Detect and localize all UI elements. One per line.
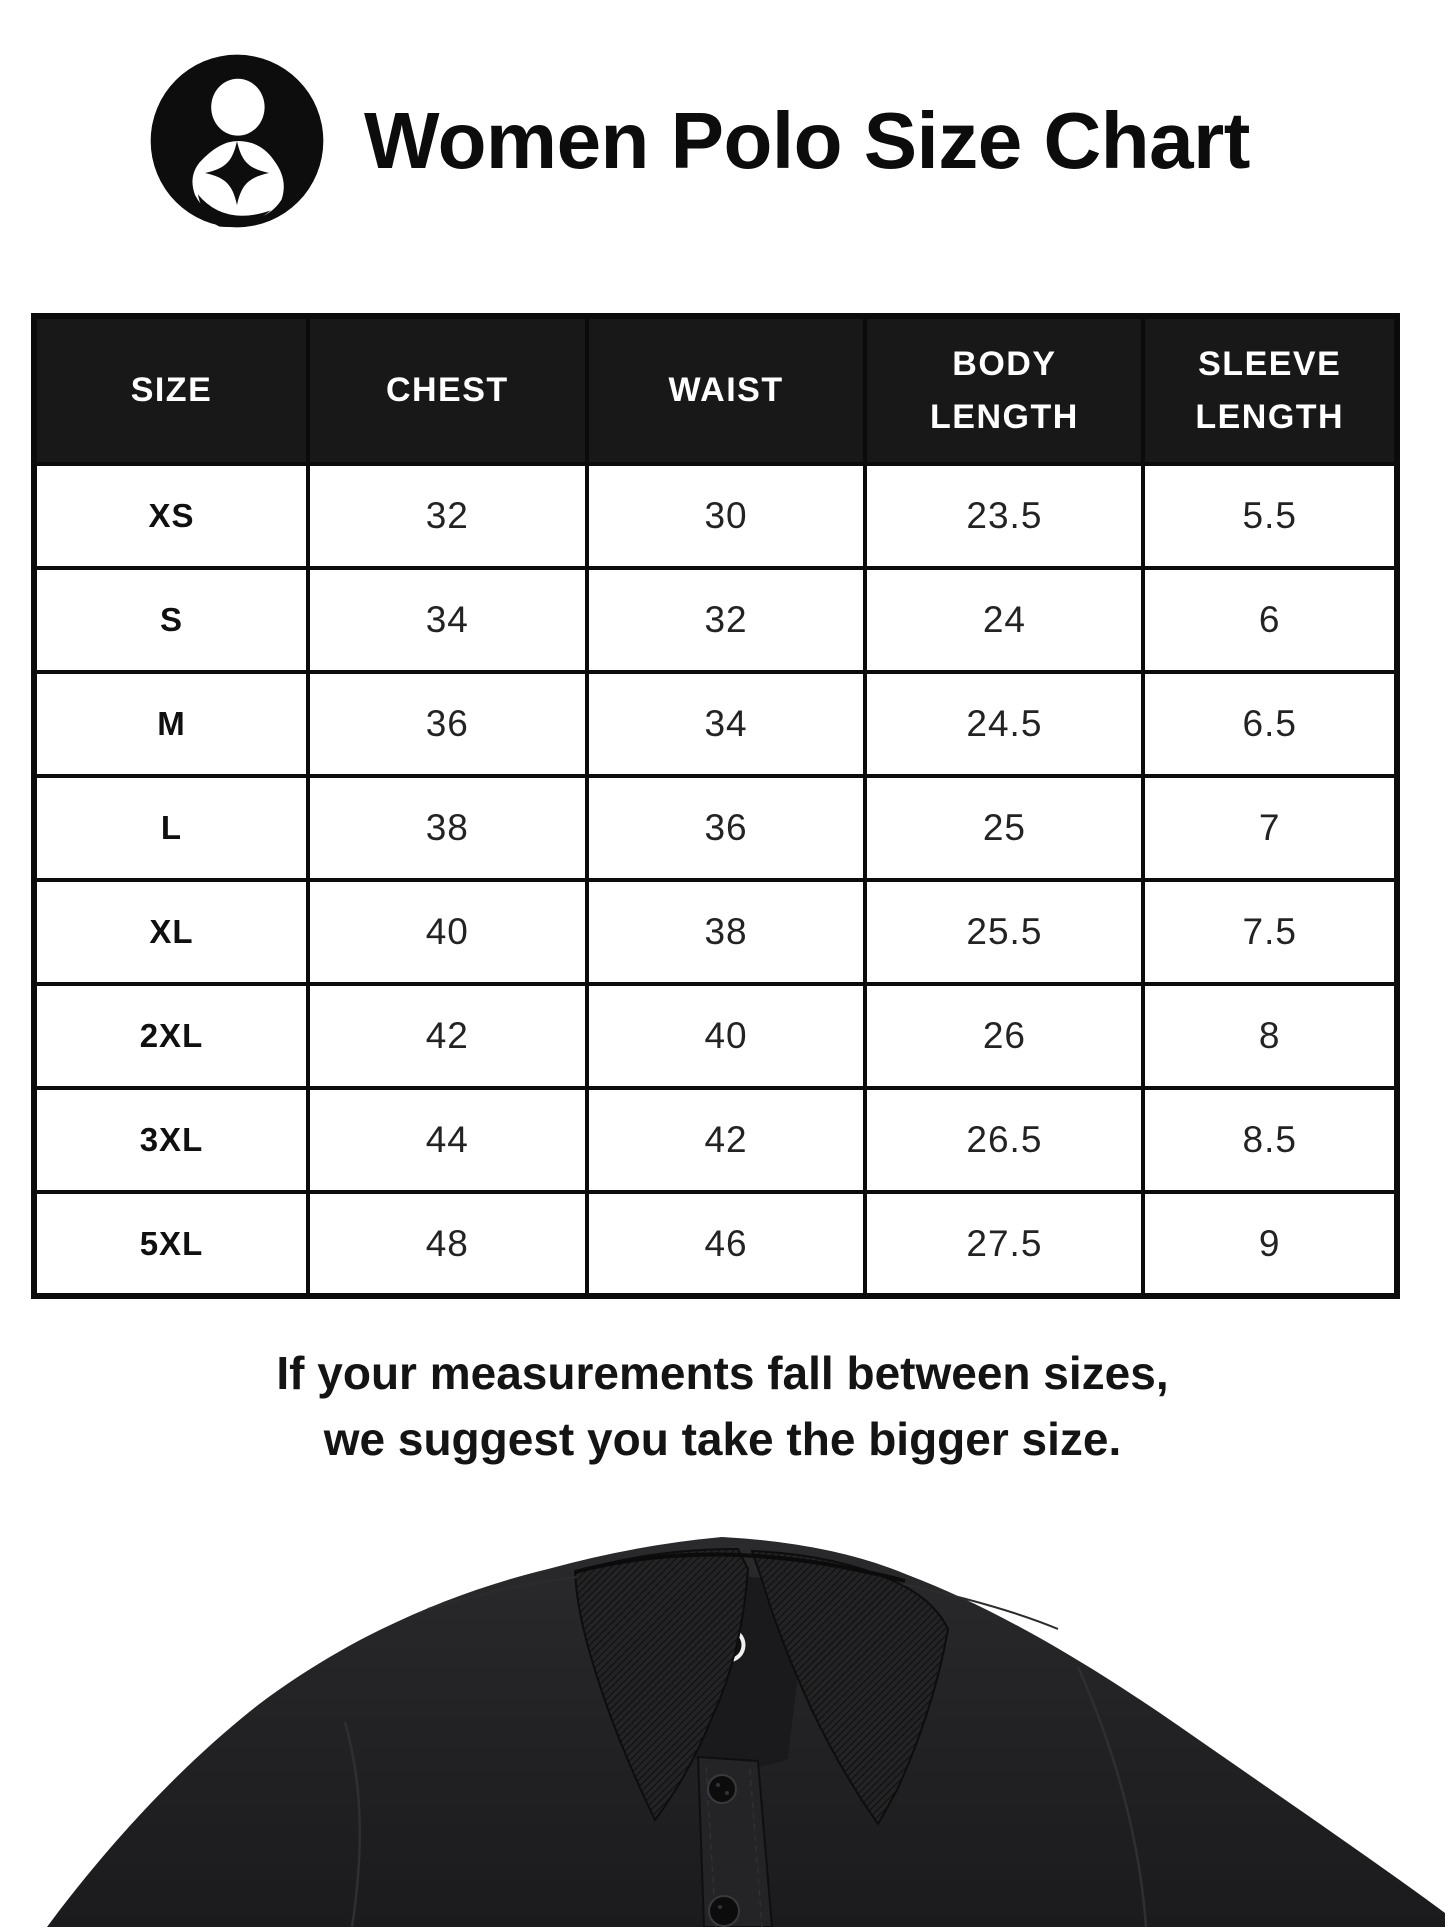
page-title: Women Polo Size Chart — [364, 96, 1250, 185]
column-header-chest — [308, 316, 587, 464]
measurement-value: 9 — [1143, 1192, 1397, 1296]
fit-note-line-1: If your measurements fall between sizes, — [276, 1347, 1169, 1399]
fit-note — [0, 1340, 1445, 1472]
size-label: 3XL — [34, 1088, 308, 1192]
column-header-label: SLEEVE LENGTH — [1195, 344, 1345, 436]
placket-button-top-hole — [716, 1783, 720, 1787]
measurement-value: 8 — [1143, 984, 1397, 1088]
measurement-value: 32 — [308, 464, 587, 568]
measurement-value: 5.5 — [1143, 464, 1397, 568]
measurement-value: 36 — [308, 672, 587, 776]
measurement-value: 25 — [865, 776, 1143, 880]
size-label: L — [34, 776, 308, 880]
measurement-value: 38 — [587, 880, 866, 984]
measurement-value: 26 — [865, 984, 1143, 1088]
placket-button-bottom-hole — [718, 1905, 722, 1909]
measurement-value: 44 — [308, 1088, 587, 1192]
size-table — [31, 313, 1400, 1299]
measurement-value: 48 — [308, 1192, 587, 1296]
measurement-value: 36 — [587, 776, 866, 880]
size-label: XS — [34, 464, 308, 568]
table-row-5xl — [34, 1192, 1397, 1296]
table-row-2xl — [34, 984, 1397, 1088]
size-label: S — [34, 568, 308, 672]
measurement-value: 40 — [308, 880, 587, 984]
measurement-value: 6.5 — [1143, 672, 1397, 776]
measurement-value: 8.5 — [1143, 1088, 1397, 1192]
measurement-value: 7.5 — [1143, 880, 1397, 984]
column-header-label: WAIST — [668, 371, 784, 410]
size-table-section — [31, 313, 1400, 1299]
column-header-label: CHEST — [385, 371, 509, 410]
polo-shirt-photo — [0, 1527, 1445, 1927]
measurement-value: 46 — [587, 1192, 866, 1296]
measurement-value: 38 — [308, 776, 587, 880]
size-table-body — [34, 464, 1397, 1296]
measurement-value: 40 — [587, 984, 866, 1088]
measurement-value: 24.5 — [865, 672, 1143, 776]
column-header-body-length — [865, 316, 1143, 464]
table-row-3xl — [34, 1088, 1397, 1192]
brand-header — [148, 52, 1250, 230]
size-label: M — [34, 672, 308, 776]
measurement-value: 32 — [587, 568, 866, 672]
column-header-label: SIZE — [130, 371, 213, 410]
measurement-value: 25.5 — [865, 880, 1143, 984]
column-header-waist — [587, 316, 866, 464]
measurement-value: 6 — [1143, 568, 1397, 672]
measurement-value: 34 — [308, 568, 587, 672]
measurement-value: 23.5 — [865, 464, 1143, 568]
table-row-m — [34, 672, 1397, 776]
placket-button-top-hole-2 — [725, 1791, 729, 1795]
table-row-xs — [34, 464, 1397, 568]
size-label: XL — [34, 880, 308, 984]
column-header-size — [34, 316, 308, 464]
brand-logo-icon — [148, 52, 326, 230]
table-header-row — [34, 316, 1397, 464]
placket-button-bottom — [709, 1896, 739, 1926]
measurement-value: 42 — [308, 984, 587, 1088]
table-row-s — [34, 568, 1397, 672]
measurement-value: 30 — [587, 464, 866, 568]
placket-button-top — [708, 1775, 736, 1803]
measurement-value: 42 — [587, 1088, 866, 1192]
size-label: 2XL — [34, 984, 308, 1088]
column-header-sleeve-length — [1143, 316, 1397, 464]
measurement-value: 27.5 — [865, 1192, 1143, 1296]
measurement-value: 7 — [1143, 776, 1397, 880]
table-row-xl — [34, 880, 1397, 984]
size-label: 5XL — [34, 1192, 308, 1296]
column-header-label: BODY LENGTH — [930, 344, 1079, 436]
measurement-value: 26.5 — [865, 1088, 1143, 1192]
measurement-value: 24 — [865, 568, 1143, 672]
measurement-value: 34 — [587, 672, 866, 776]
fit-note-line-2: we suggest you take the bigger size. — [323, 1413, 1122, 1465]
table-row-l — [34, 776, 1397, 880]
